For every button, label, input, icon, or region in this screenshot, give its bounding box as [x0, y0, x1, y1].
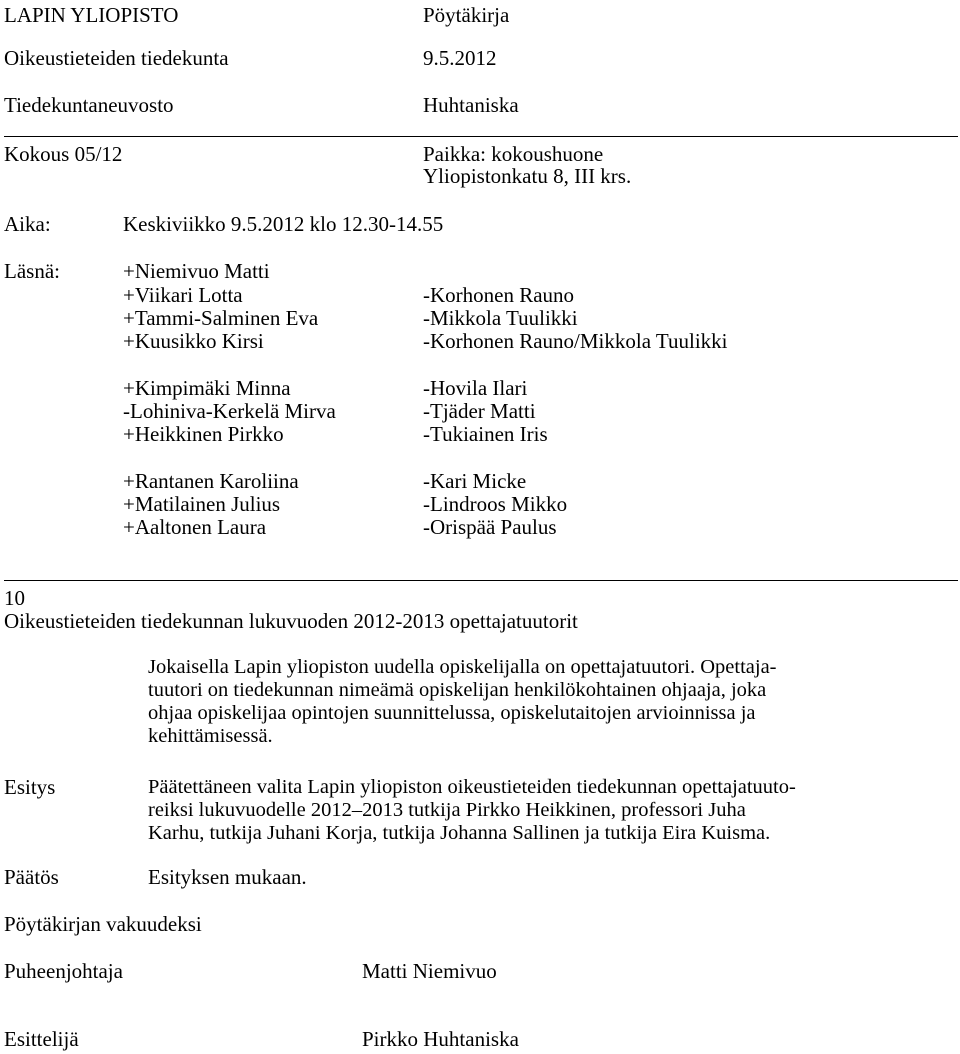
attendees-label: Läsnä:: [4, 259, 60, 283]
meeting-number: Kokous 05/12: [4, 142, 123, 166]
council-name: Tiedekuntaneuvosto: [4, 93, 174, 117]
presenter-label: Esittelijä: [4, 1027, 79, 1051]
proposal-label: Esitys: [4, 775, 56, 799]
faculty-name: Oikeustieteiden tiedekunta: [4, 46, 229, 70]
time-value: Keskiviikko 9.5.2012 klo 12.30-14.55: [123, 212, 444, 236]
attendee-name: +Niemivuo Matti: [123, 259, 270, 283]
item-intro: [148, 655, 958, 747]
decision-label: Päätös: [4, 865, 59, 889]
intro-line: Jokaisella Lapin yliopiston uudella opiskelijalla on opettajatuutori. Opettaja-: [148, 656, 777, 678]
attendee-name: +Rantanen Karoliina: [123, 469, 299, 493]
document-author: Huhtaniska: [423, 93, 519, 117]
chair-name: Matti Niemivuo: [362, 959, 497, 983]
proposal-line: Päätettäneen valita Lapin yliopiston oikeustieteiden tiedekunnan opettajatuuto-: [148, 776, 796, 798]
substitute-name: -Lindroos Mikko: [423, 492, 568, 516]
attendee-name: +Matilainen Julius: [123, 492, 281, 516]
attendee-name: -Lohiniva-Kerkelä Mirva: [123, 399, 336, 423]
substitute-name: -Korhonen Rauno/Mikkola Tuulikki: [423, 329, 728, 353]
intro-line: tuutori on tiedekunnan nimeämä opiskelijan henkilökohtainen ohjaaja, joka: [148, 679, 767, 701]
attendee-name: +Heikkinen Pirkko: [123, 422, 284, 446]
attendee-name: +Tammi-Salminen Eva: [123, 306, 319, 330]
attendee-name: +Kuusikko Kirsi: [123, 329, 264, 353]
document-date: 9.5.2012: [423, 46, 497, 70]
substitute-name: -Korhonen Rauno: [423, 283, 575, 307]
meeting-place: Paikka: kokoushuone: [423, 142, 604, 166]
intro-line: ohjaa opiskelijaa opintojen suunnittelussa, opiskelutaitojen arvioinnissa ja: [148, 702, 756, 724]
intro-line: kehittämisessä.: [148, 725, 273, 747]
item-title: Oikeustieteiden tiedekunnan lukuvuoden 2012-2013 opettajatuutorit: [4, 609, 578, 633]
signatures-heading: Pöytäkirjan vakuudeksi: [4, 912, 202, 936]
item-number: 10: [4, 586, 25, 610]
document-type: Pöytäkirja: [423, 3, 510, 27]
university-name: LAPIN YLIOPISTO: [4, 3, 179, 27]
proposal-line: Karhu, tutkija Juhani Korja, tutkija Johanna Sallinen ja tutkija Eira Kuisma.: [148, 822, 771, 844]
attendee-name: +Viikari Lotta: [123, 283, 243, 307]
proposal-text: [148, 775, 958, 844]
attendee-name: +Kimpimäki Minna: [123, 376, 291, 400]
presenter-name: Pirkko Huhtaniska: [362, 1027, 519, 1051]
substitute-name: -Mikkola Tuulikki: [423, 306, 578, 330]
substitute-name: -Tjäder Matti: [423, 399, 536, 423]
attendee-name: +Aaltonen Laura: [123, 515, 267, 539]
meeting-address: Yliopistonkatu 8, III krs.: [423, 164, 632, 188]
header-rule: [4, 136, 958, 137]
item-rule: [4, 580, 958, 581]
chair-label: Puheenjohtaja: [4, 959, 123, 983]
decision-text: Esityksen mukaan.: [148, 865, 307, 889]
time-label: Aika:: [4, 212, 51, 236]
proposal-line: reiksi lukuvuodelle 2012–2013 tutkija Pirkko Heikkinen, professori Juha: [148, 799, 746, 821]
substitute-name: -Hovila Ilari: [423, 376, 528, 400]
substitute-name: -Orispää Paulus: [423, 515, 557, 539]
substitute-name: -Kari Micke: [423, 469, 527, 493]
substitute-name: -Tukiainen Iris: [423, 422, 548, 446]
